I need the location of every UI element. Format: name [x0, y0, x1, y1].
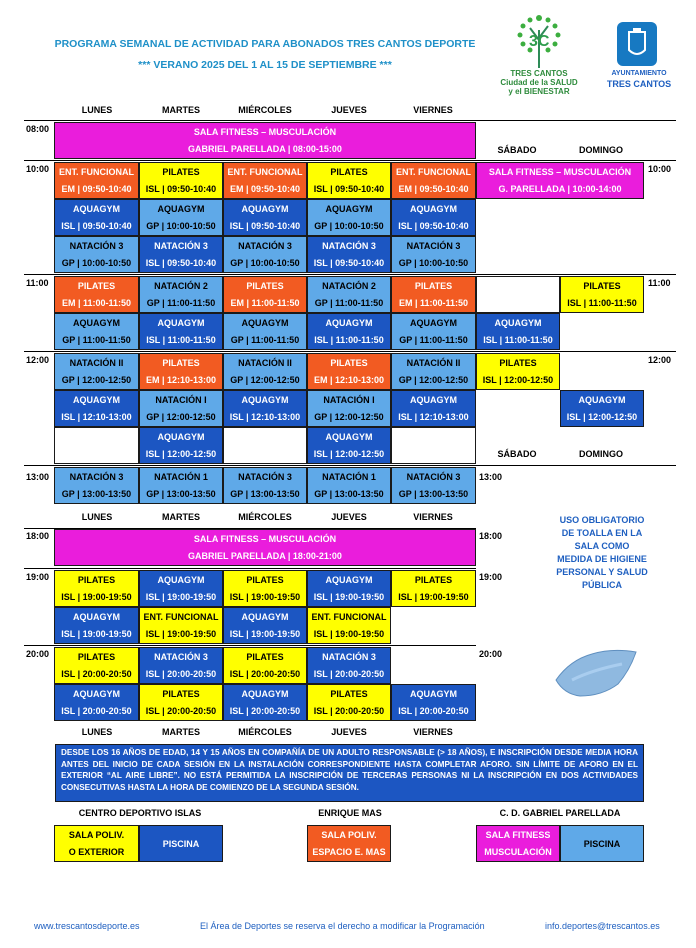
fitness-evening-block[interactable]: SALA FITNESS – MUSCULACIÓN GABRIEL PARELLADA | 18:00-21:00 — [54, 529, 476, 566]
class-cell[interactable]: NATACIÓN 2 GP | 11:00-11:50 — [307, 276, 391, 313]
row-separator — [24, 160, 676, 161]
footer-email-link[interactable]: info.deportes@trescantos.es — [545, 921, 660, 931]
empty-cell — [223, 427, 307, 464]
day-header-thursday: JUEVES — [331, 727, 367, 737]
footer-website-link[interactable]: www.trescantosdeporte.es — [34, 921, 140, 931]
day-header-wednesday: MIÉRCOLES — [238, 727, 292, 737]
class-cell[interactable]: AQUAGYM ISL | 11:00-11:50 — [307, 313, 391, 350]
class-cell[interactable]: NATACIÓN 1 GP | 13:00-13:50 — [139, 467, 223, 504]
time-label: 12:00 — [648, 355, 672, 365]
class-cell[interactable]: AQUAGYM ISL | 12:00-12:50 — [560, 390, 644, 427]
day-header-monday: LUNES — [81, 105, 113, 115]
class-cell[interactable]: AQUAGYM GP | 11:00-11:50 — [223, 313, 307, 350]
legend-sala-fitness-gp: SALA FITNESS MUSCULACIÓN — [476, 825, 560, 862]
empty-cell — [391, 427, 476, 464]
class-cell[interactable]: ENT. FUNCIONAL EM | 09:50-10:40 — [223, 162, 307, 199]
day-header-wednesday: MIÉRCOLES — [238, 105, 292, 115]
day-header-friday: VIERNES — [413, 727, 453, 737]
day-header-saturday: SÁBADO — [497, 449, 537, 459]
day-header-sunday: DOMINGO — [579, 145, 623, 155]
legend-piscina-islas: PISCINA — [139, 825, 223, 862]
day-header-monday: LUNES — [81, 512, 113, 522]
tree-icon — [496, 10, 582, 72]
class-cell[interactable]: NATACIÓN II GP | 12:00-12:50 — [391, 353, 476, 390]
towel-image — [552, 640, 642, 700]
class-cell[interactable]: NATACIÓN 3 ISL | 09:50-10:40 — [139, 236, 223, 273]
class-cell[interactable]: PILATES ISL | 20:00-20:50 — [223, 647, 307, 684]
class-cell[interactable]: AQUAGYM GP | 10:00-10:50 — [139, 199, 223, 236]
class-cell[interactable]: PILATES ISL | 19:00-19:50 — [223, 570, 307, 607]
time-label: 19:00 — [26, 572, 50, 582]
time-label: 11:00 — [26, 278, 49, 288]
class-cell[interactable]: NATACIÓN II GP | 12:00-12:50 — [54, 353, 139, 390]
time-label: 10:00 — [26, 164, 50, 174]
logo-line-2: Ciudad de la SALUD — [500, 78, 578, 87]
class-cell[interactable]: PILATES ISL | 09:50-10:40 — [139, 162, 223, 199]
class-cell[interactable]: PILATES EM | 12:10-13:00 — [307, 353, 391, 390]
day-header-saturday: SÁBADO — [497, 145, 537, 155]
time-label: 18:00 — [26, 531, 50, 541]
class-cell[interactable]: NATACIÓN 3 GP | 13:00-13:50 — [223, 467, 307, 504]
class-cell[interactable]: AQUAGYM ISL | 19:00-19:50 — [307, 570, 391, 607]
day-header-monday: LUNES — [81, 727, 113, 737]
time-label: 10:00 — [648, 164, 672, 174]
empty-cell — [54, 427, 139, 464]
logo2-line-2: TRES CANTOS — [606, 79, 672, 89]
class-cell[interactable]: AQUAGYM ISL | 11:00-11:50 — [139, 313, 223, 350]
time-label: 13:00 — [479, 472, 503, 482]
time-label: 13:00 — [26, 472, 50, 482]
tres-cantos-salud-logo — [496, 10, 582, 102]
class-cell[interactable]: NATACIÓN 3 GP | 10:00-10:50 — [391, 236, 476, 273]
class-cell[interactable]: NATACIÓN I GP | 12:00-12:50 — [139, 390, 223, 427]
legend-sala-poliv-em: SALA POLIV. ESPACIO E. MAS — [307, 825, 391, 862]
logo-line-3: y el BIENESTAR — [508, 87, 570, 96]
class-cell[interactable]: NATACIÓN 3 GP | 13:00-13:50 — [391, 467, 476, 504]
class-cell[interactable]: PILATES ISL | 09:50-10:40 — [307, 162, 391, 199]
class-cell[interactable]: AQUAGYM ISL | 12:00-12:50 — [307, 427, 391, 464]
row-separator — [24, 645, 476, 646]
class-cell[interactable]: NATACIÓN 2 GP | 11:00-11:50 — [139, 276, 223, 313]
class-cell[interactable]: AQUAGYM ISL | 09:50-10:40 — [223, 199, 307, 236]
class-cell[interactable]: PILATES ISL | 11:00-11:50 — [560, 276, 644, 313]
class-cell[interactable]: AQUAGYM ISL | 20:00-20:50 — [223, 684, 307, 721]
page-subtitle: *** VERANO 2025 DEL 1 AL 15 DE SEPTIEMBRE *** — [138, 59, 392, 71]
svg-text:3C: 3C — [529, 33, 550, 50]
class-cell[interactable]: ENT. FUNCIONAL ISL | 19:00-19:50 — [307, 607, 391, 644]
class-cell[interactable]: AQUAGYM ISL | 09:50-10:40 — [391, 199, 476, 236]
page-title: PROGRAMA SEMANAL DE ACTIVIDAD PARA ABONADOS TRES CANTOS DEPORTE — [54, 38, 476, 50]
class-cell[interactable]: NATACIÓN 3 ISL | 20:00-20:50 — [139, 647, 223, 684]
class-cell[interactable]: AQUAGYM ISL | 20:00-20:50 — [54, 684, 139, 721]
class-cell[interactable]: PILATES EM | 11:00-11:50 — [54, 276, 139, 313]
class-cell[interactable]: NATACIÓN 3 GP | 13:00-13:50 — [54, 467, 139, 504]
ayuntamiento-logo — [604, 22, 674, 92]
class-cell[interactable]: AQUAGYM ISL | 20:00-20:50 — [391, 684, 476, 721]
class-cell[interactable]: PILATES EM | 11:00-11:50 — [223, 276, 307, 313]
day-header-tuesday: MARTES — [162, 105, 200, 115]
legend-title-enrique-mas: ENRIQUE MAS — [318, 808, 382, 818]
footer-note: El Área de Deportes se reserva el derecho a modificar la Programación — [200, 921, 485, 931]
legend-piscina-gp: PISCINA — [560, 825, 644, 862]
class-cell[interactable]: AQUAGYM ISL | 12:00-12:50 — [139, 427, 223, 464]
towel-notice: USO OBLIGATORIO DE TOALLA EN LA SALA COMO MEDIDA DE HIGIENE PERSONAL Y SALUD PÚBLICA — [556, 515, 648, 590]
class-cell[interactable]: AQUAGYM ISL | 19:00-19:50 — [223, 607, 307, 644]
class-cell[interactable]: AQUAGYM GP | 11:00-11:50 — [391, 313, 476, 350]
class-cell[interactable]: AQUAGYM ISL | 09:50-10:40 — [54, 199, 139, 236]
day-header-friday: VIERNES — [413, 105, 453, 115]
class-cell[interactable]: NATACIÓN II GP | 12:00-12:50 — [223, 353, 307, 390]
class-cell[interactable]: PILATES ISL | 19:00-19:50 — [391, 570, 476, 607]
time-label: 08:00 — [26, 124, 50, 134]
time-label: 20:00 — [26, 649, 50, 659]
day-header-friday: VIERNES — [413, 512, 453, 522]
class-cell[interactable]: AQUAGYM ISL | 12:10-13:00 — [223, 390, 307, 427]
crest-icon — [617, 22, 657, 66]
legend-title-islas: CENTRO DEPORTIVO ISLAS — [78, 808, 202, 818]
time-label: 19:00 — [479, 572, 503, 582]
class-cell[interactable]: ENT. FUNCIONAL EM | 09:50-10:40 — [391, 162, 476, 199]
time-label: 11:00 — [648, 278, 671, 288]
class-cell[interactable]: PILATES EM | 12:10-13:00 — [139, 353, 223, 390]
day-header-sunday: DOMINGO — [579, 449, 623, 459]
class-cell[interactable]: PILATES ISL | 12:00-12:50 — [476, 353, 560, 390]
day-header-thursday: JUEVES — [331, 512, 367, 522]
class-cell[interactable]: NATACIÓN 3 ISL | 20:00-20:50 — [307, 647, 391, 684]
class-cell[interactable]: PILATES ISL | 20:00-20:50 — [54, 647, 139, 684]
row-separator — [24, 120, 676, 121]
class-cell[interactable]: PILATES ISL | 20:00-20:50 — [139, 684, 223, 721]
class-cell[interactable]: NATACIÓN I GP | 12:00-12:50 — [307, 390, 391, 427]
day-header-tuesday: MARTES — [162, 512, 200, 522]
class-cell[interactable]: NATACIÓN 3 GP | 10:00-10:50 — [223, 236, 307, 273]
class-cell[interactable]: AQUAGYM ISL | 11:00-11:50 — [476, 313, 560, 350]
fitness-morning-block[interactable]: SALA FITNESS – MUSCULACIÓN GABRIEL PARELLADA | 08:00-15:00 — [54, 122, 476, 159]
legend-title-gabriel-parellada: C. D. GABRIEL PARELLADA — [499, 808, 621, 818]
class-cell[interactable]: PILATES ISL | 19:00-19:50 — [54, 570, 139, 607]
time-label: 20:00 — [479, 649, 503, 659]
time-label: 12:00 — [26, 355, 50, 365]
class-cell[interactable]: AQUAGYM ISL | 12:10-13:00 — [54, 390, 139, 427]
fitness-weekend-block[interactable]: SALA FITNESS – MUSCULACIÓN G. PARELLADA | 10:00-14:00 — [476, 162, 644, 199]
class-cell[interactable]: ENT. FUNCIONAL ISL | 19:00-19:50 — [139, 607, 223, 644]
row-separator — [24, 351, 676, 352]
row-separator — [24, 274, 676, 275]
class-cell[interactable]: NATACIÓN 3 GP | 10:00-10:50 — [54, 236, 139, 273]
row-separator — [24, 568, 476, 569]
rules-notice: DESDE LOS 16 AÑOS DE EDAD, 14 Y 15 AÑOS EN COMPAÑÍA DE UN ADULTO RESPONSABLE (> 18 AÑOS), E INSCRIPCIÓN DESDE MEDIA HORA ANTES DEL INICIO DE CADA SESIÓN EN LA INSTALACIÓN CORRESPONDIENTE HASTA COMPLETAR AFORO. SIN LÍMITE DE AFORO EN EL EXTERIOR “AL AIRE LIBRE”. NO ESTÁ PERMITIDA LA INSCRIPCIÓN DE TERCERAS PERSONAS NI LA INSCRIPCIÓN EN DOS ACTIVIDADES CONSECUTIVAS HASTA LA HORA DE COMIENZO DE LA SEGUNDA SESIÓN. — [55, 744, 644, 802]
class-cell[interactable]: AQUAGYM GP | 10:00-10:50 — [307, 199, 391, 236]
logo2-line-1: AYUNTAMIENTO — [611, 70, 667, 77]
day-header-tuesday: MARTES — [162, 727, 200, 737]
class-cell[interactable]: ENT. FUNCIONAL EM | 09:50-10:40 — [54, 162, 139, 199]
class-cell[interactable]: NATACIÓN 3 ISL | 09:50-10:40 — [307, 236, 391, 273]
day-header-thursday: JUEVES — [331, 105, 367, 115]
class-cell[interactable]: PILATES EM | 11:00-11:50 — [391, 276, 476, 313]
class-cell[interactable]: AQUAGYM ISL | 19:00-19:50 — [54, 607, 139, 644]
class-cell[interactable]: AQUAGYM GP | 11:00-11:50 — [54, 313, 139, 350]
class-cell[interactable]: NATACIÓN 1 GP | 13:00-13:50 — [307, 467, 391, 504]
class-cell[interactable]: AQUAGYM ISL | 19:00-19:50 — [139, 570, 223, 607]
time-label: 18:00 — [479, 531, 503, 541]
empty-cell — [476, 276, 560, 313]
day-header-wednesday: MIÉRCOLES — [238, 512, 292, 522]
logo-line-1: TRES CANTOS — [510, 69, 568, 78]
row-separator — [24, 465, 676, 466]
legend-sala-poliv-islas: SALA POLIV. O EXTERIOR — [54, 825, 139, 862]
class-cell[interactable]: PILATES ISL | 20:00-20:50 — [307, 684, 391, 721]
class-cell[interactable]: AQUAGYM ISL | 12:10-13:00 — [391, 390, 476, 427]
